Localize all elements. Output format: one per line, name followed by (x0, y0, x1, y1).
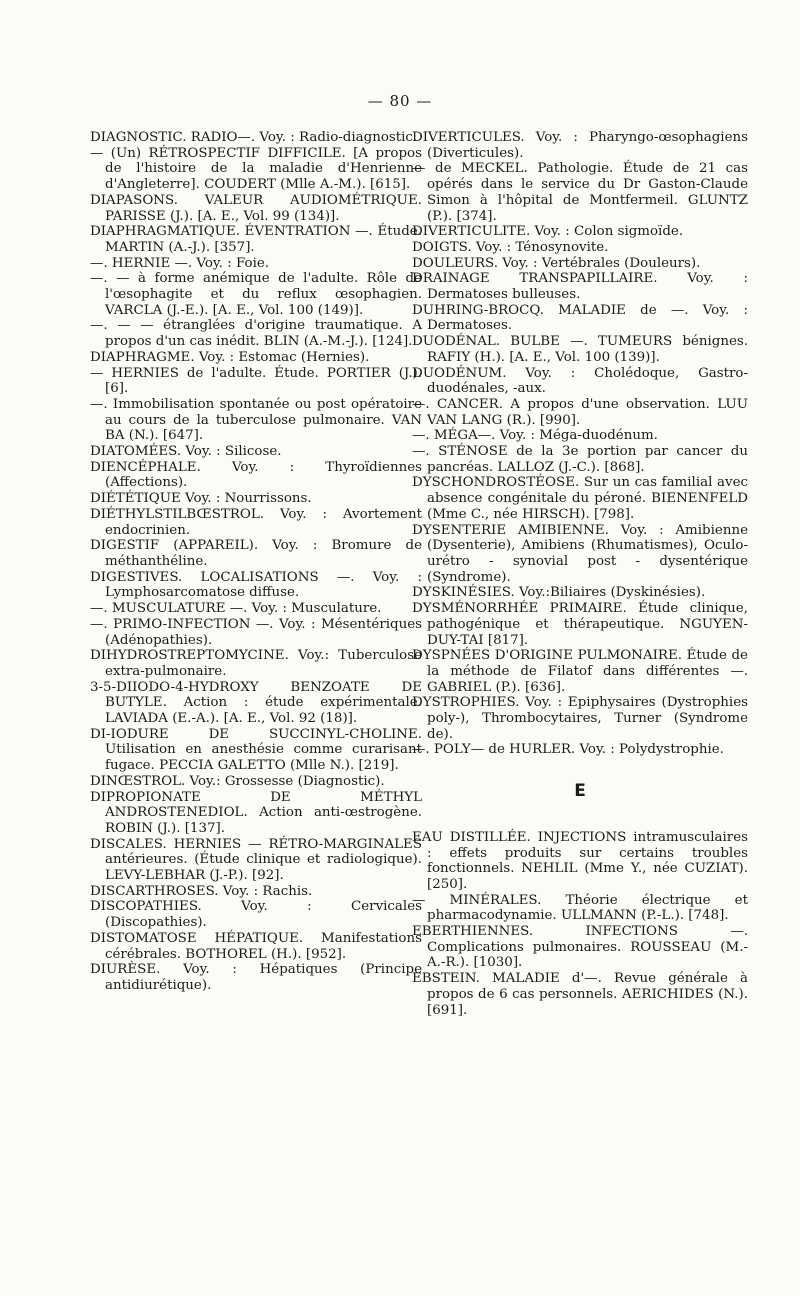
index-entry: —. CANCER. A propos d'une observation. LUU VAN LANG (R.). [990]. (412, 396, 748, 428)
index-entry: DRAINAGE TRANSPAPILLAIRE. Voy. : Dermatoses bulleuses. (412, 271, 748, 303)
index-entry: —. Immobilisation spontanée ou post opératoire au cours de la tuberculose pulmonaire. VAN BA (N.). [647]. (90, 396, 422, 444)
index-entry: EAU DISTILLÉE. INJECTIONS intramusculaires : effets produits sur certains troubles fonctionnels. NEHLIL (Mme Y., née CUZIAT). [250]. (412, 829, 748, 892)
index-entry: — de MECKEL. Pathologie. Étude de 21 cas opérés dans le service du Dr Gaston-Claude Simon à l'hôpital de Montfermeil. GLUNTZ (P.). [374]. (412, 161, 748, 224)
index-entry: DIATOMÉES. Voy. : Silicose. (90, 444, 282, 460)
index-entry: DISCALES. HERNIES — RÉTRO-MARGINALES antérieures. (Étude clinique et radiologique). LEVY-LEBHAR (J.-P.). [92]. (90, 836, 422, 884)
index-entry: DYSENTERIE AMIBIENNE. Voy. : Amibienne (Dysenterie), Amibiens (Rhumatismes), Oculo-urétro - synovial post - dysentérique (Syndrome). (412, 522, 748, 585)
index-entry: DIVERTICULITE. Voy. : Colon sigmoïde. (412, 224, 684, 240)
index-entry: DIAPHRAGMATIQUE. ÉVENTRATION —. Étude. MARTIN (A.-J.). [357]. (90, 224, 422, 255)
index-entry: DISCOPATHIES. Voy. : Cervicales (Discopathies). (90, 899, 422, 931)
index-entry: —. HERNIE —. Voy. : Foie. (90, 255, 270, 271)
index-entry: DISCARTHROSES. Voy. : Rachis. (90, 883, 313, 899)
index-entry: DYSCHONDROSTÉOSE. Sur un cas familial avec absence congénitale du péroné. BIENENFELD (Mme C., née HIRSCH). [798]. (412, 475, 748, 522)
right-column (412, 130, 748, 1018)
index-entry: DINŒSTROL. Voy.: Grossesse (Diagnostic). (90, 773, 385, 789)
index-entry: DYSPNÉES D'ORIGINE PULMONAIRE. Étude de la méthode de Filatof dans différentes —. GABRIEL (P.). [636]. (412, 648, 748, 695)
index-entry: DIÉTHYLSTILBŒSTROL. Voy. : Avortement endocrinien. (90, 506, 422, 538)
index-entry: DIGESTIVES. LOCALISATIONS —. Voy. : Lymphosarcomatose diffuse. (90, 569, 422, 601)
index-entry: DIVERTICULES. Voy. : Pharyngo-œsophagiens (Diverticules). (412, 130, 748, 161)
index-entry: —. — — étranglées d'origine traumatique. A propos d'un cas inédit. BLIN (A.-M.-J.). [124]. (90, 318, 422, 350)
index-entry: EBERTHIENNES. INFECTIONS —. Complications pulmonaires. ROUSSEAU (M.-A.-R.). [1030]. (412, 924, 748, 971)
index-entry: DUHRING-BROCQ. MALADIE de —. Voy. : Dermatoses. (412, 302, 748, 334)
index-entry: DYSTROPHIES. Voy. : Epiphysaires (Dystrophies poly-), Thrombocytaires, Turner (Syndrome de). (412, 695, 748, 742)
index-entry: DYSMÉNORRHÉE PRIMAIRE. Étude clinique, pathogénique et thérapeutique. NGUYEN-DUY-TAI [817]. (412, 601, 748, 648)
index-entry: DIURÈSE. Voy. : Hépatiques (Principe antidiurétique). (90, 962, 422, 993)
section-e-entries (412, 830, 748, 1018)
index-entry: DIAGNOSTIC. RADIO—. Voy. : Radio-diagnostic. (90, 130, 418, 145)
index-entry: DIENCÉPHALE. Voy. : Thyroïdiennes (Affections). (90, 459, 422, 491)
index-entry: —. — à forme anémique de l'adulte. Rôle de l'œsophagite et du reflux œsophagien. VARCLA (J.-E.). [A. E., Vol. 100 (149)]. (90, 271, 422, 318)
index-entry: — HERNIES de l'adulte. Étude. PORTIER (J.). [6]. (90, 365, 422, 397)
index-entry: DI-IODURE DE SUCCINYL-CHOLINE. Utilisation en anesthésie comme curarisant fugace. PECCIA GALETTO (Mlle N.). [219]. (90, 726, 422, 774)
index-entry: DUODÉNUM. Voy. : Cholédoque, Gastro-duodénales, -aux. (412, 365, 748, 397)
section-letter-heading: E (574, 781, 586, 802)
index-entry: —. MUSCULATURE —. Voy. : Musculature. (90, 601, 382, 617)
index-entry: DUODÉNAL. BULBE —. TUMEURS bénignes. RAFIY (H.). [A. E., Vol. 100 (139)]. (412, 334, 748, 365)
index-entry: —. POLY— de HURLER. Voy. : Polydystrophie. (412, 742, 724, 758)
page-number: — 80 — (367, 92, 433, 110)
index-entry: DISTOMATOSE HÉPATIQUE. Manifestations cérébrales. BOTHOREL (H.). [952]. (90, 930, 422, 962)
index-entry: — (Un) RÉTROSPECTIF DIFFICILE. [A propos de l'histoire de la maladie d'Henrienne d'Angleterre]. COUDERT (Mlle A.-M.). [615]. (90, 145, 422, 193)
index-entry: —. MÉGA—. Voy. : Méga-duodénum. (412, 428, 658, 444)
index-entry: DIPROPIONATE DE MÉTHYL ANDROSTENEDIOL. Action anti-œstrogène. ROBIN (J.). [137]. (90, 789, 422, 836)
index-entry: —. STÉNOSE de la 3e portion par cancer du pancréas. LALLOZ (J.-C.). [868]. (412, 444, 748, 475)
index-entry: 3-5-DIIODO-4-HYDROXY BENZOATE DE BUTYLE. Action : étude expérimentale. LAVIADA (E.-A.). [A. E., Vol. 92 (18)]. (90, 679, 422, 727)
index-entry: DOIGTS. Voy. : Ténosynovite. (412, 239, 609, 255)
left-column (90, 130, 422, 994)
index-entry: DYSKINÉSIES. Voy.:Biliaires (Dyskinésies). (412, 585, 706, 601)
section-d-continued (412, 130, 748, 758)
index-entry: EBSTEIN. MALADIE d'—. Revue générale à propos de 6 cas personnels. AERICHIDES (N.). [691]. (412, 971, 748, 1018)
index-entry: DIÉTÉTIQUE Voy. : Nourrissons. (90, 491, 312, 507)
index-entry: DIAPASONS. VALEUR AUDIOMÉTRIQUE. PARISSE (J.). [A. E., Vol. 99 (134)]. (90, 192, 422, 224)
index-entry: —. PRIMO-INFECTION —. Voy. : Mésentériques (Adénopathies). (90, 616, 422, 648)
index-entry: DOULEURS. Voy. : Vertébrales (Douleurs). (412, 255, 701, 271)
index-entry: DIHYDROSTREPTOMYCINE. Voy.: Tuberculose extra-pulmonaire. (90, 648, 422, 679)
index-entry: — MINÉRALES. Théorie électrique et pharmacodynamie. ULLMANN (P.-L.). [748]. (412, 892, 748, 924)
index-entry: DIGESTIF (APPAREIL). Voy. : Bromure de méthanthéline. (90, 538, 422, 569)
index-entry: DIAPHRAGME. Voy. : Estomac (Hernies). (90, 349, 370, 365)
